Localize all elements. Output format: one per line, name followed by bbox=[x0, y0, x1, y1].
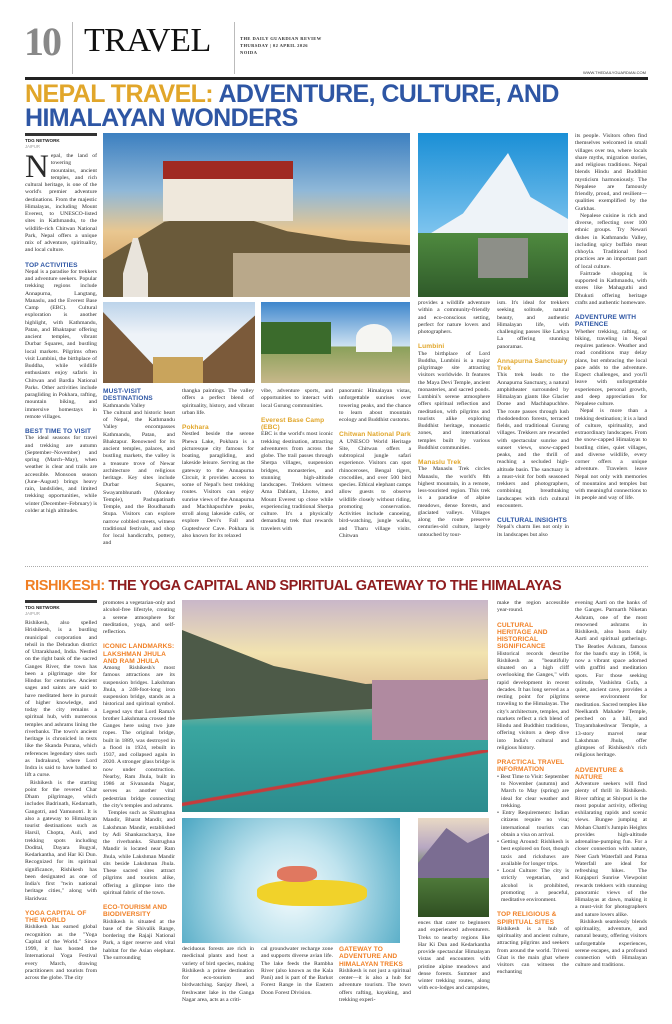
headline-part: RISHIKESH: bbox=[25, 578, 105, 594]
place-name: Kathmandu Valley bbox=[103, 402, 146, 409]
rishikesh-column bbox=[575, 600, 647, 970]
paragraph: Fairtrade shopping is supported in Kathmandu, with stores like Mahaguthi and Dhukuti offering heritage crafts and authentic homeware. bbox=[575, 270, 647, 306]
rishikesh-column bbox=[261, 946, 333, 997]
byline: TDG NETWORK bbox=[25, 605, 60, 610]
paragraph: Rishikesh is the starting point for the revered Char Dham pilgrimage, which includes Badrinath, Kedarnath, Gangotri, and Yamunotri. It is also a gateway to Himalayan tourist destinations such as Harsil, Chopta, Auli, and trekking spots including Dodital, Dayara Bugyal, Kedarkantha, and Har Ki Dun. Recognized for its spiritual significance, Rishikesh has been designated as one of India's first "twin national heritage cities," along with Haridwar. bbox=[25, 779, 97, 902]
nepal-column bbox=[103, 388, 175, 548]
paragraph: Temples such as Shatrughna Mandir, Bharat Mandir, and Lakshman Mandir, established by Adi Shankaracharya, line the riverbanks. Shatrughna Mandir is located near Ram Jhula, while Lakshman Mandir sits beside Lakshman Jhula. These sacred sites attract pilgrims and tourists alike, offering a glimpse into the spiritual fabric of the town. bbox=[103, 810, 175, 896]
paragraph: ences that cater to beginners and experienced adventurers. Treks to nearby regions like Har Ki Dun and Kedarkantha provide spectacular Himalayan vistas and encounters with pristine alpine meadows and dense forests. Summer and winter trekking routes, along with eco-lodges and campsites, bbox=[418, 920, 490, 992]
masthead-paper: THE DAILY GUARDIAN REVIEW bbox=[240, 36, 322, 41]
byline-rule bbox=[25, 600, 97, 603]
section-title: TRAVEL bbox=[84, 22, 211, 59]
nepal-headline bbox=[25, 82, 655, 130]
paragraph: cal groundwater recharge zone and supports diverse avian life. The lake feeds the Rambha River (also known as the Kala Pani) and is part of the Barkot Forest Range in the Eastern Doon Forest Division. bbox=[261, 946, 333, 996]
headline-part: THE YOGA CAPITAL AND SPIRITUAL GATEWAY TO THE HIMALAYAS bbox=[104, 578, 562, 594]
dateline: JAIPUR bbox=[25, 144, 40, 149]
subheading: YOGA CAPITAL OF THE WORLD bbox=[25, 909, 87, 925]
subheading: MUST-VISIT DESTINATIONS bbox=[103, 388, 153, 403]
subheading: Annapurna Sanctuary Trek bbox=[497, 357, 568, 373]
subheading: ADVENTURE WITH PATIENCE bbox=[575, 314, 637, 329]
divider bbox=[234, 22, 235, 74]
rishikesh-column bbox=[418, 920, 490, 993]
nepal-column bbox=[418, 300, 490, 539]
paragraph: Rishikesh is situated at the base of the Shivalik Range, bordering the Rajaji National Park, a tiger reserve and vital habitat for the Asian elephant. The surrounding bbox=[103, 918, 175, 961]
paragraph: its people. Visitors often find themselves welcomed in small villages over tea, where locals share myths, migration stories, and religious traditions. Nepal blends Hindu and Buddhist mysticism harmoniously. The Nepalese are famously friendly, proud, and resilient—qualities exemplified by the Gurkhas. bbox=[575, 133, 647, 212]
nepal-column bbox=[182, 388, 254, 540]
rishikesh-column bbox=[182, 946, 254, 1004]
paragraph: Nepal is more than a trekking destination; it is a land of culture, spirituality, and extraordinary landscapes. From the snow-capped Himalayas to bustling cities, quiet villages, and diverse wildlife, every corner offers a unique adventure. Travelers leave Nepal not only with memories of mountains and temples but with meaningful connections to its people and way of life. bbox=[575, 408, 647, 502]
lumbini-stupa-photo bbox=[261, 302, 410, 383]
paragraph: Whether trekking, rafting, or biking, traveling in Nepal requires patience. Weather and road conditions may delay plans, but embracing the local pace adds to the adventure. Expect challenges, and you'll leave with unforgettable experiences, personal growth, and deep appreciation for Nepalese culture. bbox=[575, 328, 647, 408]
subheading: Chitwan National Park bbox=[339, 431, 411, 439]
paragraph: Nepal's charm lies not only in its landscapes but also bbox=[497, 524, 569, 538]
mountain-valley-photo bbox=[418, 818, 489, 917]
paragraph: vibe, adventure sports, and opportunities to interact with local Gurung communities. bbox=[261, 388, 333, 409]
paragraph: panoramic Himalayan vistas, unforgettable sunrises over towering peaks, and the chance to learn about mountain ecology and Buddhist customs. bbox=[339, 388, 411, 423]
subheading: ADVENTURE & NATURE bbox=[575, 766, 624, 781]
nepal-column bbox=[575, 133, 647, 503]
byline: TDG NETWORK bbox=[25, 138, 60, 143]
divider bbox=[72, 22, 73, 74]
subheading: GATEWAY TO ADVENTURE AND HIMALAYAN TREKS bbox=[339, 946, 404, 968]
himalayan-valley-photo bbox=[103, 302, 255, 383]
paragraph: Adventure seekers will find plenty of thrill in Rishikesh. River rafting at Shivpuri is the most popular activity, offering exhilarating rapids and scenic views. Bungee jumping at Mohan Chatti's Jumpin Heights provides high-altitude adrenaline-pumping fun. For a closer connection with nature, Neer Garh Waterfall and Patna Waterfall are ideal for refreshing hikes. The Kunjapuri Sunrise Viewpoint rewards trekkers with stunning panoramic views of the Himalayas at dawn, making it a must-visit for photographers and nature lovers alike. bbox=[575, 781, 647, 918]
list-item: • Getting Around: Rishikesh is best explored on foot, though taxis and rickshaws are available for longer trips. bbox=[497, 839, 569, 867]
rishikesh-column bbox=[25, 600, 97, 982]
subheading: Lumbini bbox=[418, 343, 445, 351]
paragraph: make the region accessible year-round. bbox=[497, 600, 569, 614]
rishikesh-column bbox=[339, 946, 411, 1004]
paragraph: Nepal is a paradise for trekkers and adventure seekers. Popular trekking regions include Annapurna, Langtang, Manaslu, and the Everest Base Camp (EBC). Cultural exploration is another highlight, with Kathmandu, Patan, and Bhaktapur offering ancient temples, vibrant Durbar Squares, and bustling local markets. Pilgrims often visit Lumbini, the birthplace of Buddha, while wildlife enthusiasts enjoy safaris in Chitwan and Bardia National Parks. Other activities include paragliding in Pokhara, rafting, mountain biking, and immersive homestays in remote villages. bbox=[25, 268, 97, 420]
subheading: Manaslu Trek bbox=[418, 459, 461, 467]
paragraph: Rishikesh has earned global recognition as the "Yoga Capital of the World." Since 1999, it has hosted the International Yoga Festival every March, drawing practitioners and tourists from across the globe. The city bbox=[25, 924, 97, 982]
section-divider bbox=[25, 566, 648, 567]
lakshman-jhula-photo bbox=[182, 600, 488, 812]
paragraph: thangka paintings. The valley offers a perfect blend of spirituality, history, and vibrant urban life. bbox=[182, 388, 254, 416]
subheading: CULTURAL HERITAGE AND HISTORICAL SIGNIFICANCE bbox=[497, 621, 548, 651]
paragraph: promotes a vegetarian-only and alcohol-free lifestyle, creating a serene atmosphere for meditation, yoga, and self-reflection. bbox=[103, 600, 175, 635]
river-rafting-photo bbox=[182, 818, 400, 943]
paragraph: Historical records describe Rishikesh as "beautifully situated on a high cliff overlooking the Ganges," with rapid development in recent decades. It has long served as a resting point for pilgrims traveling to the Himalayas. The city's architecture, temples, and markets reflect a rich blend of Hindu and Buddhist traditions, offering visitors a deep dive into India's cultural and religious history. bbox=[497, 650, 569, 751]
paragraph: Among Rishikesh's most famous attractions are its suspension bridges. Lakshman Jhula, a 248-foot-long iron suspension bridge, stands as a historical and spiritual symbol. Legend says that Lord Rama's brother Lakshmana crossed the Ganges here using two jute ropes. The original bridge, built in 1889, was destroyed in a flood in 1924, rebuilt in 1937, and collapsed again in 2020. A stronger glass bridge is now under construction. Nearby, Ram Jhula, built in 1986 at Sivananda Nagar, serves as another vital pedestrian bridge connecting the city's temples and ashrams. bbox=[103, 665, 175, 809]
subheading: ECO-TOURISM AND BIODIVERSITY bbox=[103, 904, 168, 919]
nepal-column bbox=[261, 388, 333, 533]
potala-palace-photo bbox=[103, 133, 410, 297]
paragraph: Rishikesh, also spelled Hrishikesh, is a bustling municipal corporation and tehsil in the Dehradun district of Uttarakhand, India. Nestled on the right bank of the sacred Ganges River, the town has been a pilgrimage site for Hindus for centuries. Ancient sages and saints are said to have meditated here in pursuit of higher knowledge, and today the city remains a spiritual hub, with numerous temples and ashrams lining the riverbanks. The town's ancient heritage is chronicled in texts like the Skanda Purana, which references legendary sites such as Indrakund, where Lord Indra is said to have bathed to lift a curse. bbox=[25, 620, 97, 779]
subheading: BEST TIME TO VISIT bbox=[25, 428, 92, 436]
list-item: • Local Culture: The city is strictly vegetarian, and alcohol is prohibited, promoting a peaceful, meditative environment. bbox=[497, 868, 569, 904]
paragraph: The birthplace of Lord Buddha, Lumbini is a major pilgrimage site attracting visitors worldwide. It features the Maya Devi Temple, ancient monasteries, and sacred ponds. Lumbini's serene atmosphere offers spiritual reflection and meditation, with pilgrims and tourists alike exploring Buddhist heritage, monastic zones, and international temples built by various Buddhist communities. bbox=[418, 350, 490, 451]
list-item: • Entry Requirements: Indian citizens require no visa; international tourists can obtain a visa on arrival. bbox=[497, 810, 569, 838]
paragraph: A UNESCO World Heritage Site, Chitwan offers a subtropical jungle safari experience. Visitors can spot rhinoceroses, Bengal tigers, crocodiles, and over 500 bird species. Ethical elephant camps allow guests to observe wildlife closely without riding, promoting conservation. Activities include canoeing, bird-watching, jungle walks, and Tharu village visits. Chitwan bbox=[339, 438, 412, 539]
paragraph: Rishikesh is not just a spiritual center—it is also a hub for adventure tourism. The town offers rafting, kayaking, and trekking experi- bbox=[339, 967, 411, 1003]
subheading: ICONIC LANDMARKS: LAKSHMAN JHULA AND RAM JHULA bbox=[103, 643, 175, 665]
paragraph: The cultural and historic heart of Nepal, the Kathmandu Valley encompasses Kathmandu, Patan, and Bhaktapur. Renowned for its ancient temples, palaces, and bustling markets, the valley is a treasure trove of Newar architecture and religious heritage. Key sites include Durbar Squares, Swayambhunath (Monkey Temple), Pashupatinath Temple, and the Boudhanath Stupa. Visitors can explore narrow cobbled streets, witness traditional festivals, and shop for local handicrafts, pottery, and bbox=[103, 409, 175, 547]
paragraph: EBC is the world's most iconic trekking destination, attracting adventurers from across the globe. The trail passes through Sherpa villages, suspension bridges, monasteries, and stunning high-altitude landscapes. Trekkers witness Ama Dablam, Lhotse, and Mount Everest up close while experiencing traditional Sherpa culture. It's a physically demanding trek that rewards travelers with bbox=[261, 431, 333, 532]
nepal-column bbox=[497, 300, 569, 539]
paragraph: ism. It's ideal for trekkers seeking solitude, natural beauty, and authentic Himalayan life, with challenging passes like Larkya La offering stunning panoramas. bbox=[497, 300, 569, 350]
headline-part: ADVENTURE, CULTURE, AND HIMALAYAN WONDERS bbox=[25, 80, 559, 132]
masthead-city: NOIDA bbox=[240, 50, 258, 55]
machhapuchhre-photo bbox=[418, 133, 568, 297]
nepal-column bbox=[339, 388, 411, 540]
byline-rule bbox=[25, 133, 97, 136]
rishikesh-column bbox=[103, 600, 175, 962]
masthead-date: THURSDAY | 02 APRIL 2026 bbox=[240, 43, 308, 48]
paragraph: This trek leads to the Annapurna Sanctuary, a natural amphitheater surrounded by Himalayan giants like Glacier Dome and Machhapuchhre. The route passes through lush rhododendron forests, terraced fields, and traditional Gurung villages. Trekkers are rewarded with spectacular sunrise and sunset views, snow-capped peaks, and the thrill of reaching a secluded high-altitude basin. The sanctuary is a must-visit for both seasoned trekkers and photographers, combining breathtaking landscapes with rich cultural encounters. bbox=[497, 372, 569, 509]
subheading: TOP ACTIVITIES bbox=[25, 261, 78, 269]
paragraph: The Manaslu Trek circles Manaslu, the world's 8th highest mountain, in a remote, less-touristed region. This trek is a paradise of alpine meadows, dense forests, and glaciated valleys. Villages along the route preserve centuries-old culture, largely untouched by tour- bbox=[418, 466, 490, 538]
subheading: Pokhara bbox=[182, 424, 209, 431]
paragraph: Rishikesh is a hub of spirituality and ancient culture, attracting pilgrims and seekers from around the world. Triveni Ghat is the main ghat where visitors can witness the enchanting bbox=[497, 925, 569, 976]
paragraph: Rishikesh seamlessly blends spirituality, adventure, and natural beauty, offering visitors unforgettable experiences, serene escapes, and a profound connection with Himalayan culture and traditions. bbox=[575, 918, 647, 969]
paragraph: Nestled beside the serene Phewa Lake, Pokhara is a picturesque city famous for boating, paragliding, and lakeside leisure. Serving as the gateway to the Annapurna Circuit, it provides access to some of Nepal's best trekking routes. Visitors can enjoy sunrise views of the Annapurna and Machhapuchhre peaks, stroll along lakeside cafés, or explore Devi's Fall and Gupteshwor Cave. Pokhara is also known for its relaxed bbox=[182, 431, 254, 539]
paragraph: Nepalese cuisine is rich and diverse, reflecting over 100 ethnic groups. Try Newari dishes in Kathmandu Valley, including spicy buffalo meat chhoyla. Traditional food practices are an important part of local culture. bbox=[575, 212, 647, 270]
paragraph: deciduous forests are rich in medicinal plants and host a variety of bird species, making Rishikesh a prime destination for eco-tourism and birdwatching. Sanjay Jheel, a freshwater lake in the Ganga Nagar area, acts as a criti- bbox=[182, 946, 254, 1003]
subheading: Everest Base Camp (EBC) bbox=[261, 416, 325, 432]
nepal-column bbox=[25, 133, 97, 515]
subheading: CULTURAL INSIGHTS bbox=[497, 517, 567, 525]
paragraph: evening Aarti on the banks of the Ganges. Parmarth Niketan Ashram, one of the most renowned ashrams in Rishikesh, also hosts daily Aarti and spiritual gatherings. The Beatles Ashram, famous for the band's stay in 1968, is now a vibrant space adorned with graffiti and meditation spots. For those seeking solitude, Vashishta Gufa, a quiet, ancient cave, provides a serene environment for meditation. Sacred temples like Neelkanth Mahadev Temple, perched on a hill, and Trayambakeshwar Temple, a 13-story marvel near Lakshman Jhula, offer glimpses of Rishikesh's rich religious heritage. bbox=[575, 600, 647, 759]
rishikesh-headline bbox=[25, 578, 647, 595]
list-item: • Best Time to Visit: September to November (autumn) and March to May (spring) are ideal for clear weather and trekking. bbox=[497, 773, 569, 809]
headline-part: NEPAL TRAVEL: bbox=[25, 80, 214, 108]
website-link[interactable]: WWW.THEDAILYGUARDIAN.COM bbox=[582, 70, 646, 75]
page-number: 10 bbox=[24, 19, 60, 64]
lead-paragraph: Nepal, the land of towering mountains, ancient temples, and rich cultural heritage, is one of the world's premier adventure destinations. From the majestic Himalayas, including Mount Everest, to UNESCO-listed sites in Kathmandu, to the wildlife-rich Chitwan National Park, Nepal offers a unique mix of adventure, spirituality, and local culture. bbox=[25, 149, 97, 254]
dateline: JAIPUR bbox=[25, 611, 40, 616]
paragraph: provides a wildlife adventure within a community-friendly and eco-conscious setting, perfect for nature lovers and photographers. bbox=[418, 300, 490, 335]
paragraph: The ideal seasons for travel and trekking are autumn (September–November) and spring (March–May), when weather is clear and trails are accessible. Monsoon season (June–August) brings heavy rain, landslides, and limited trekking opportunities, while winter (December–February) is colder at high altitudes. bbox=[25, 435, 97, 514]
drop-cap: N bbox=[25, 149, 49, 185]
subheading: TOP RELIGIOUS & SPIRITUAL SITES bbox=[497, 911, 557, 926]
rishikesh-column bbox=[497, 600, 569, 977]
subheading: PRACTICAL TRAVEL INFORMATION bbox=[497, 759, 565, 774]
